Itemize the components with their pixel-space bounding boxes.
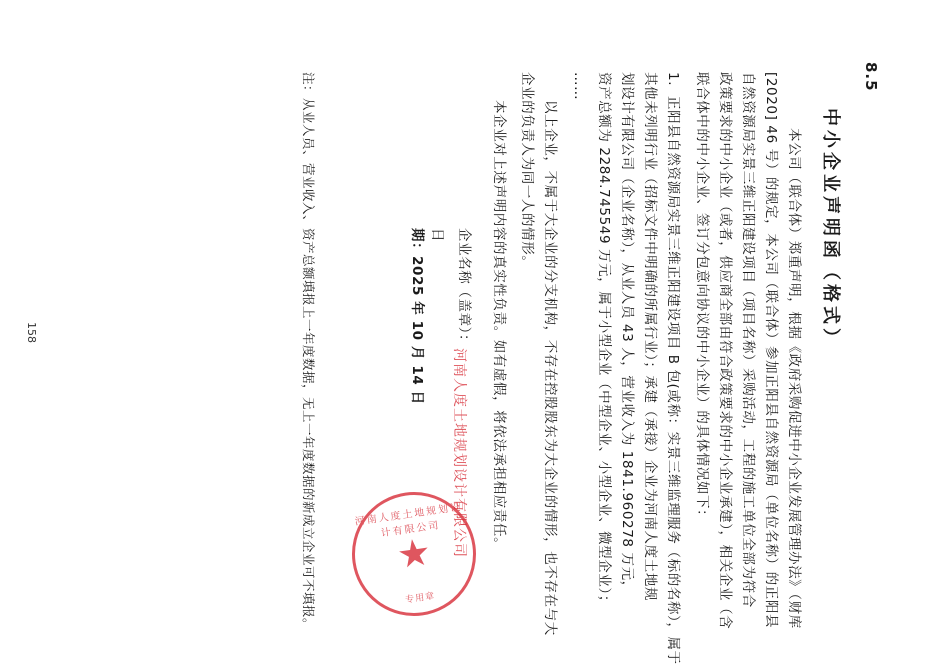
date-prefix: 期： [409,228,425,257]
numbered-item-line: 正阳县自然资源局实景三维正阳建设项目 B 包(或称：实景三维监理服务（标的名称），属于 [665,96,681,665]
page-number: 158 [25,322,38,343]
numbered-item-line: 资产总额为 2284.745549 万元，属于小型企业（中型企业、小型企业、微型企业）； [596,72,612,609]
closing-line: 以上企业，不属于大企业的分支机构，不存在控股股东为大企业的情形，也不存在与大 [542,100,558,636]
paragraph-line: [2020] 46 号）的规定，本公司（联合体）参加正阳县自然资源局（单位名称）的正阳县 [763,72,779,629]
ellipsis-line: …… [571,72,587,101]
section-number: 8.5 [862,62,880,92]
company-name-label: 企业名称（盖章）： [456,228,472,349]
seal-bottom-text: 专用章 [404,591,436,606]
seal-star-icon [397,537,431,571]
paragraph-line: 自然资源局实景三维正阳建设项目（项目名称）采购活动，工程的施工单位全部为符合 [740,72,756,608]
paragraph-line: 本公司（联合体）郑重声明，根据《政府采购促进中小企业发展管理办法》（财库 [786,128,802,629]
numbered-item-line: 其他未列明行业（招标文件中明确的所属行业）；承建（承接）企业为河南人度土地规 [642,72,658,602]
closing-line: 本企业对上述声明内容的真实性负责。如有虚假，将依法承担相应责任。 [491,100,507,552]
date-label: 日 [429,228,445,243]
numbered-item-marker: 1. [665,72,681,87]
company-name-value: 河南人度土地规划设计有限公司 [451,348,467,558]
numbered-item-line: 划设计有限公司（企业名称），从业人员 43 人，营业收入为 1841.960278 万元， [619,72,635,595]
page-title: 中小企业声明函（格式） [820,108,841,350]
paragraph-line: 政策要求的中小企业（或者，供应商全部由符合政策要求的中小企业承建），相关企业（含 [717,72,733,630]
closing-line: 企业的负责人为同一人的情形。 [519,72,535,270]
paragraph-line: 联合体中的中小企业、签订分包意向协议的中小企业）的具体情况如下： [694,72,710,524]
footnote: 注：从业人员、营业收入、资产总额填报上一年度数据，无上一年度数据的新成立企业可不填报。 [301,72,316,632]
official-seal-stamp [344,484,484,624]
date-value: 2025 年 10 月 14 日 [409,256,425,405]
seal-top-text: 河南人度土地规划设计有限公司 [354,501,463,540]
